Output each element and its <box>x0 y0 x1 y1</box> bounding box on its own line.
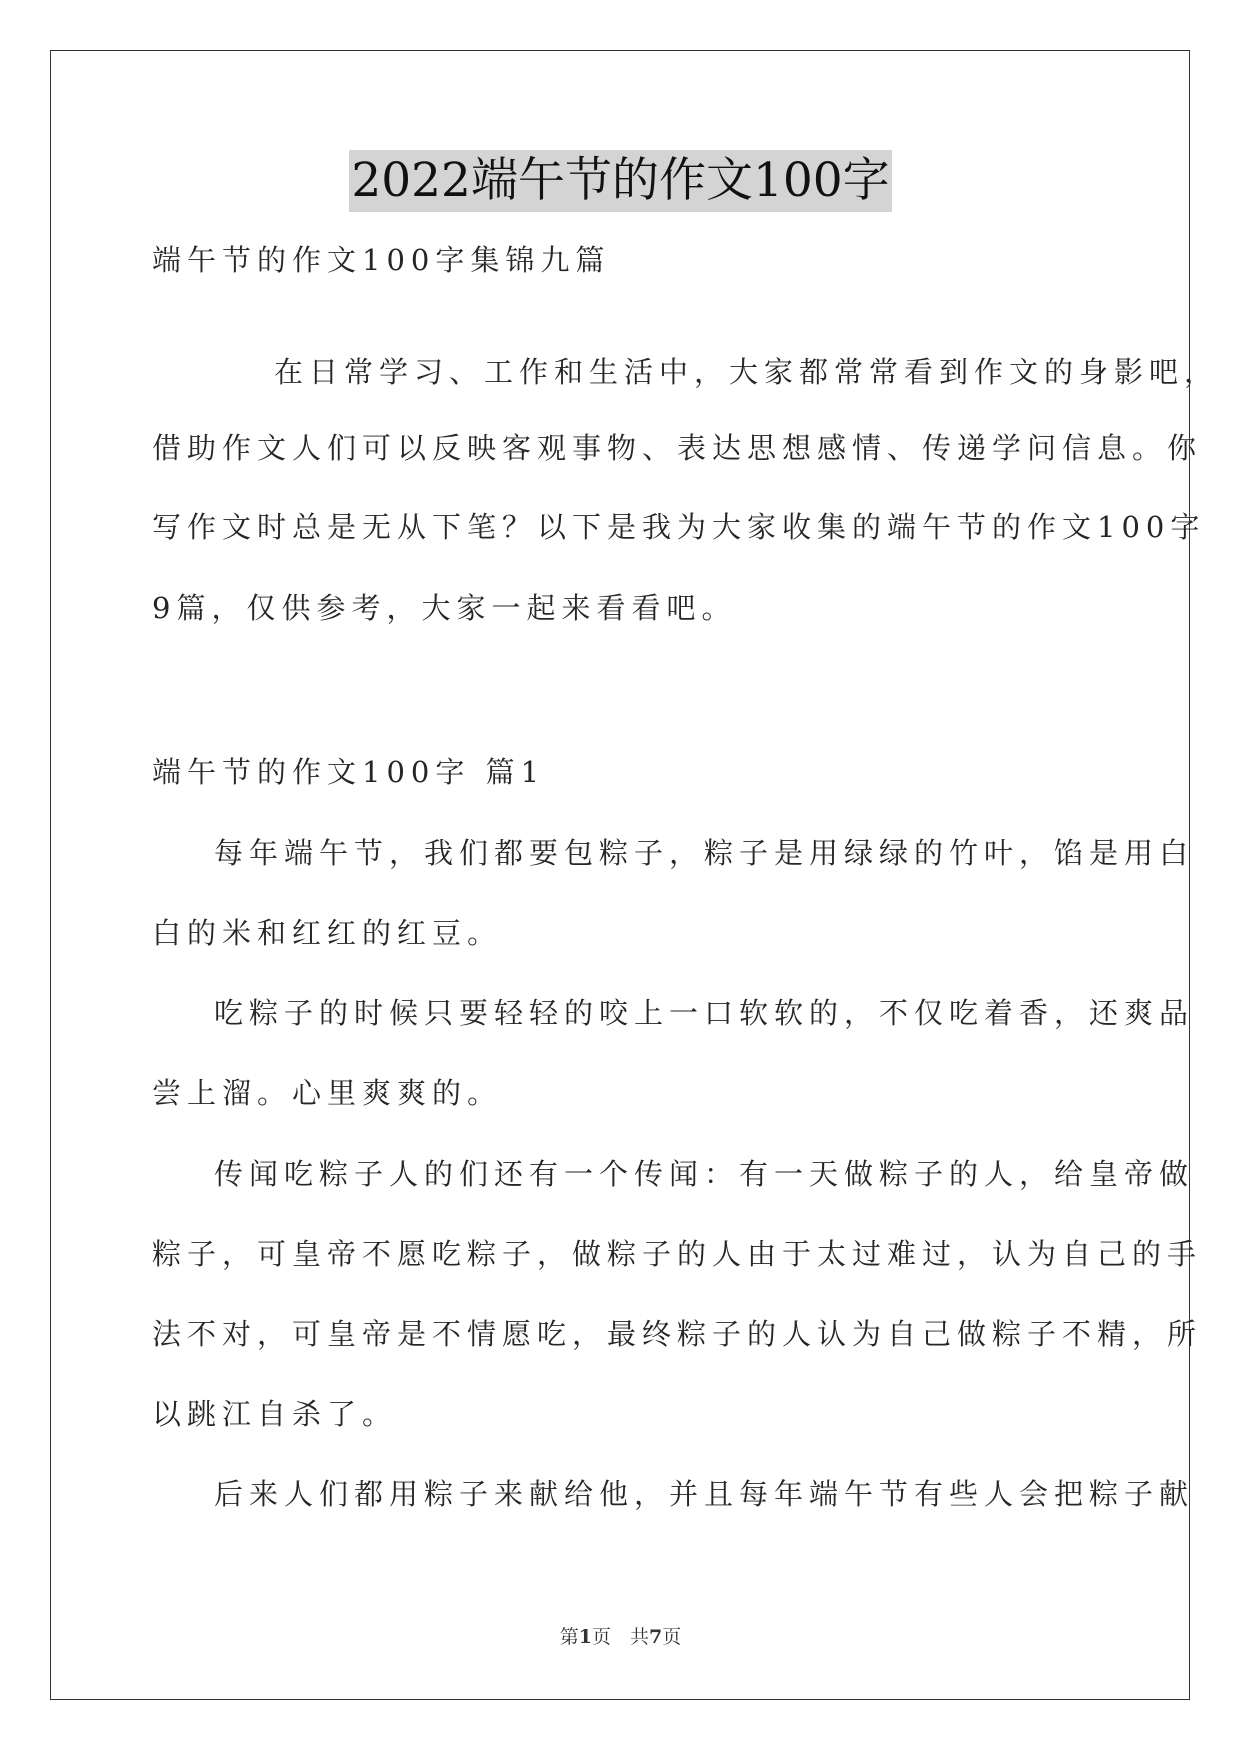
footer-page-prefix: 第 <box>559 1626 579 1648</box>
footer-page-suffix: 页 <box>662 1626 682 1648</box>
body-line: 以跳江自杀了。 <box>152 1397 398 1431</box>
section-heading: 端午节的作文100字 篇1 <box>152 755 546 789</box>
body-line: 吃粽子的时候只要轻轻的咬上一口软软的，不仅吃着香，还爽品 <box>214 996 1195 1030</box>
body-line: 白的米和红红的红豆。 <box>152 916 503 950</box>
body-line: 法不对，可皇帝是不情愿吃，最终粽子的人认为自己做粽子不精，所 <box>152 1317 1203 1351</box>
page-footer <box>0 1622 1241 1649</box>
intro-line: 在日常学习、工作和生活中，大家都常常看到作文的身影吧， <box>274 355 1220 389</box>
document-title: 2022端午节的作文100字 <box>349 150 891 212</box>
document-subtitle: 端午节的作文100字集锦九篇 <box>152 243 611 277</box>
intro-line: 写作文时总是无从下笔？以下是我为大家收集的端午节的作文100字 <box>152 510 1206 544</box>
body-line: 粽子，可皇帝不愿吃粽子，做粽子的人由于太过难过，认为自己的手 <box>152 1237 1203 1271</box>
body-line: 后来人们都用粽子来献给他，并且每年端午节有些人会把粽子献 <box>214 1477 1195 1511</box>
intro-line: 借助作文人们可以反映客观事物、表达思想感情、传递学问信息。你 <box>152 431 1203 465</box>
title-container <box>0 150 1241 212</box>
intro-line: 9篇，仅供参考，大家一起来看看吧。 <box>152 591 737 625</box>
body-line: 尝上溜。心里爽爽的。 <box>152 1076 503 1110</box>
body-line: 每年端午节，我们都要包粽子，粽子是用绿绿的竹叶，馅是用白 <box>214 836 1195 870</box>
footer-page-total: 7 <box>649 1626 663 1648</box>
footer-page-current: 1 <box>578 1626 592 1648</box>
body-line: 传闻吃粽子人的们还有一个传闻：有一天做粽子的人，给皇帝做 <box>214 1157 1195 1191</box>
page-border <box>50 50 1190 1700</box>
footer-page-mid: 页 共 <box>591 1626 649 1648</box>
